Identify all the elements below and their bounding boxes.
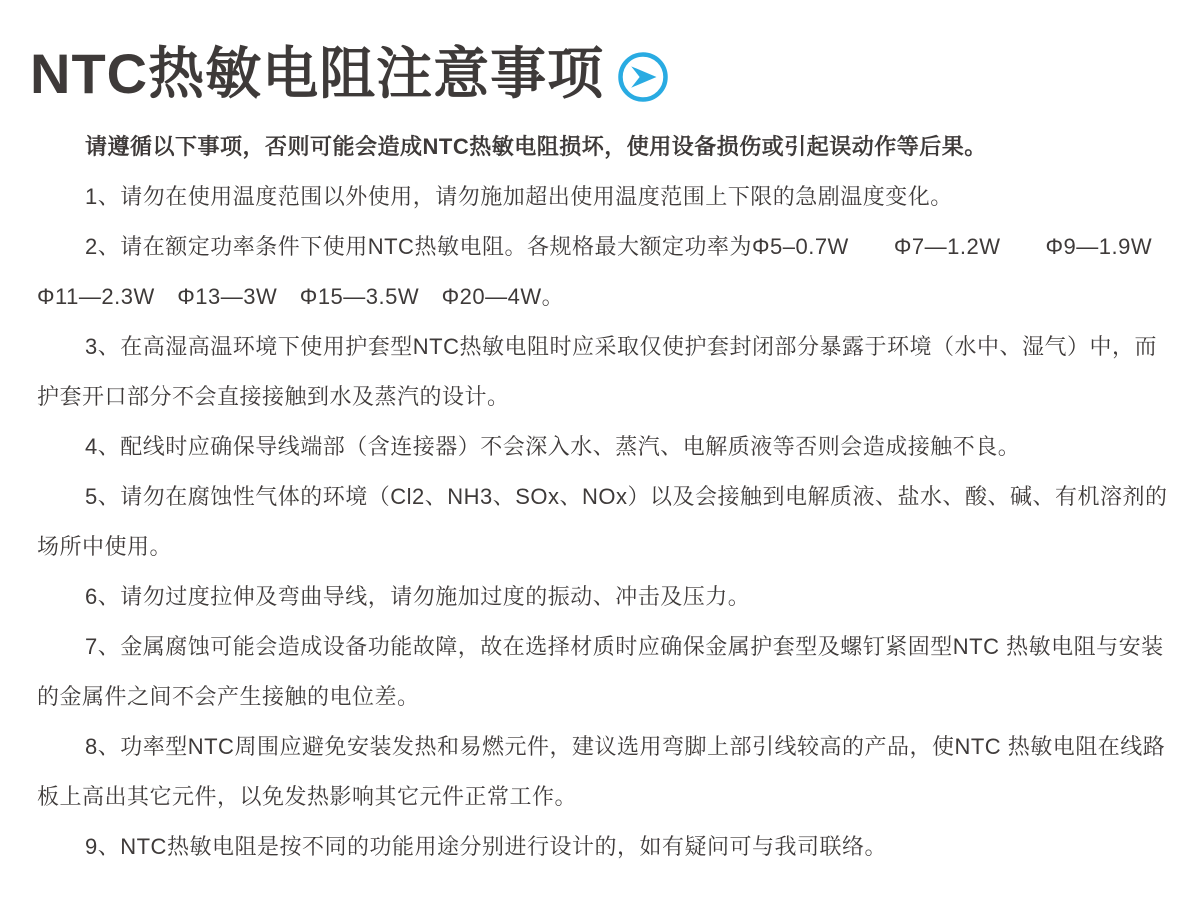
notice-item-2 (37, 222, 1165, 322)
notice-item-4 (37, 422, 1165, 472)
notice-item-line: 9、NTC热敏电阻是按不同的功能用途分别进行设计的，如有疑问可与我司联络。 (85, 834, 887, 859)
notice-item-9 (37, 822, 1165, 872)
notice-item-line: 2、请在额定功率条件下使用NTC热敏电阻。各规格最大额定功率为Φ5–0.7W Φ7—1.2W Φ9—1.9W (85, 234, 1153, 259)
notice-item-line: 1、请勿在使用温度范围以外使用，请勿施加超出使用温度范围上下限的急剧温度变化。 (85, 184, 953, 209)
circle-arrow-right-icon (616, 50, 670, 104)
page-title: NTC热敏电阻注意事项 (30, 42, 605, 106)
intro-paragraph: 请遵循以下事项，否则可能会造成NTC热敏电阻损坏，使用设备损伤或引起误动作等后果。 (85, 134, 987, 159)
notice-item-8 (37, 722, 1165, 822)
notice-item-line: 7、金属腐蚀可能会造成设备功能故障，故在选择材质时应确保金属护套型及螺钉紧固型NTC 热敏电阻与安装 (85, 634, 1164, 659)
notice-item-line: 6、请勿过度拉伸及弯曲导线，请勿施加过度的振动、冲击及压力。 (85, 584, 751, 609)
notice-item-6 (37, 572, 1165, 622)
notice-item-line: 3、在高湿高温环境下使用护套型NTC热敏电阻时应采取仅使护套封闭部分暴露于环境（水中、湿气）中，而 (85, 334, 1157, 359)
notice-item-line: 板上高出其它元件，以免发热影响其它元件正常工作。 (37, 784, 578, 809)
notice-item-line: Φ11—2.3W Φ13—3W Φ15—3.5W Φ20—4W。 (37, 284, 565, 309)
notice-item-line: 场所中使用。 (37, 534, 173, 559)
notice-item-5 (37, 472, 1168, 572)
notice-item-7 (37, 622, 1165, 722)
notice-content (0, 108, 1200, 872)
notice-item-1 (37, 172, 1165, 222)
notice-item-line: 5、请勿在腐蚀性气体的环境（Cl2、NH3、SOx、NOx）以及会接触到电解质液、盐水、酸、碱、有机溶剂的 (85, 484, 1168, 509)
notice-item-line: 8、功率型NTC周围应避免安装发热和易燃元件，建议选用弯脚上部引线较高的产品，使NTC 热敏电阻在线路 (85, 734, 1166, 759)
notice-item-3 (37, 322, 1165, 422)
notice-item-line: 的金属件之间不会产生接触的电位差。 (37, 684, 420, 709)
page-header (0, 0, 1200, 108)
notice-item-line: 4、配线时应确保导线端部（含连接器）不会深入水、蒸汽、电解质液等否则会造成接触不良。 (85, 434, 1021, 459)
notice-item-line: 护套开口部分不会直接接触到水及蒸汽的设计。 (37, 384, 510, 409)
